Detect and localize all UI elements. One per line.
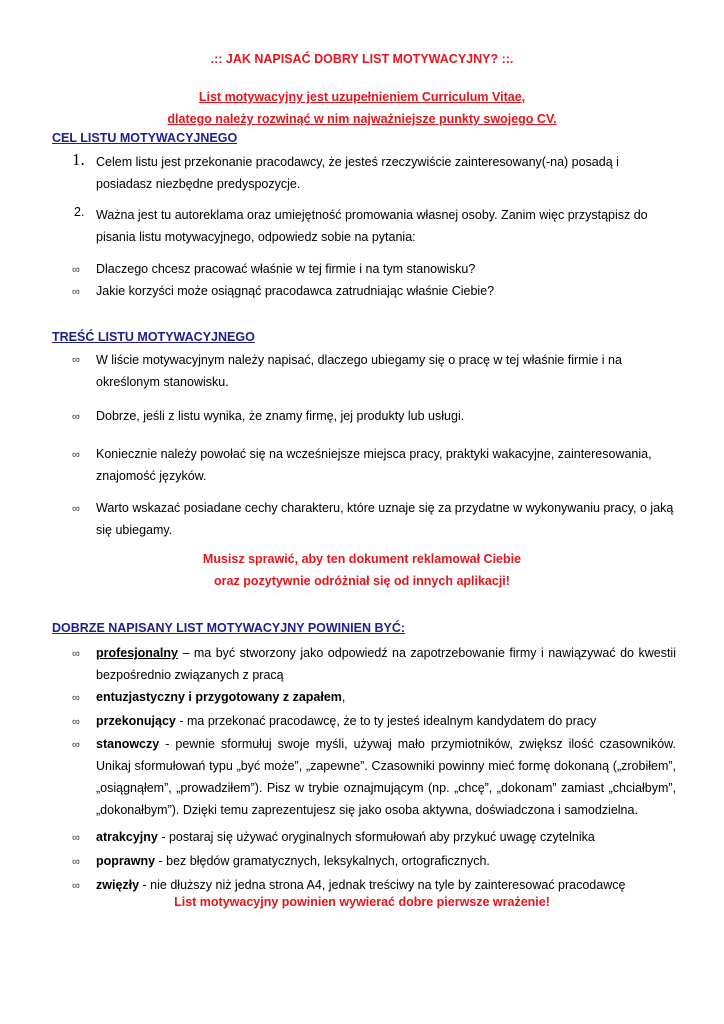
term-description: - postaraj się używać oryginalnych sformułowań aby przykuć uwagę czytelnika: [157, 830, 595, 844]
term-label: poprawny: [96, 854, 156, 868]
term-description: ,: [341, 690, 346, 704]
list-item: W liście motywacyjnym należy napisać, dlaczego ubiegamy się o pracę w tej właśnie firmie i na określonym stanowisku.: [96, 353, 622, 389]
list-item: [96, 733, 676, 821]
list-item: Ważna jest tu autoreklama oraz umiejętność promowania własnej osoby. Zanim więc przystąpisz do pisania listu motywacyjnego, odpowiedz sobie na pytania:: [96, 208, 648, 244]
intro-line-1: List motywacyjny jest uzupełnieniem Curriculum Vitae,: [198, 90, 526, 104]
section-heading-dobrze: DOBRZE NAPISANY LIST MOTYWACYJNY POWINIEN BYĆ:: [52, 621, 406, 635]
document-title: .:: JAK NAPISAĆ DOBRY LIST MOTYWACYJNY? ::.: [210, 52, 514, 66]
infinity-bullet-icon: ∞: [72, 832, 80, 844]
infinity-bullet-icon: ∞: [72, 503, 80, 515]
term-label: profesjonalny: [96, 646, 178, 660]
list-item: Dlaczego chcesz pracować właśnie w tej firmie i na tym stanowisku?: [96, 262, 476, 276]
term-description: - bez błędów gramatycznych, leksykalnych, ortograficznych.: [155, 854, 490, 868]
infinity-bullet-icon: ∞: [72, 692, 80, 704]
infinity-bullet-icon: ∞: [72, 264, 80, 276]
list-item: [96, 874, 676, 896]
term-label: zwięzły: [96, 878, 140, 892]
infinity-bullet-icon: ∞: [72, 856, 80, 868]
infinity-bullet-icon: ∞: [72, 411, 80, 423]
infinity-bullet-icon: ∞: [72, 739, 80, 751]
infinity-bullet-icon: ∞: [72, 648, 80, 660]
intro-line-2: dlatego należy rozwinąć w nim najważniejsze punkty swojego CV.: [167, 112, 557, 126]
infinity-bullet-icon: ∞: [72, 354, 80, 366]
section-heading-tresc: TREŚĆ LISTU MOTYWACYJNEGO: [52, 330, 255, 344]
infinity-bullet-icon: ∞: [72, 286, 80, 298]
callout-line-2: oraz pozytywnie odróżniał się od innych aplikacji!: [214, 574, 510, 588]
callout-line-1: Musisz sprawić, aby ten dokument reklamował Ciebie: [202, 552, 522, 566]
infinity-bullet-icon: ∞: [72, 880, 80, 892]
term-description: - ma przekonać pracodawcę, że to ty jesteś idealnym kandydatem do pracy: [175, 714, 597, 728]
infinity-bullet-icon: ∞: [72, 716, 80, 728]
infinity-bullet-icon: ∞: [72, 449, 80, 461]
term-description: - pewnie sformułuj swoje myśli, używaj mało przymiotników, zwiększ ilość czasowników. Unikaj sformułowań typu „być może”, „zapewne”. Czasowniki powinny mieć formę dokonaną („zrobiłem”, „osiągnąłem”, „prowadziłem”). Pisz w trybie oznajmującym (np. „chcę”, „dokonam” zamiast „chciałbym”, „dokonałbym”). Dzięki temu zaprezentujesz się jako osoba aktywna, doświadczona i samodzielna.: [96, 737, 676, 817]
list-item: Koniecznie należy powołać się na wcześniejsze miejsca pracy, praktyki wakacyjne, zainteresowania, znajomość języków.: [96, 447, 652, 483]
term-label: przekonujący: [96, 714, 176, 728]
term-description: – ma być stworzony jako odpowiedź na zapotrzebowanie firmy i nawiązywać do kwestii bezpośrednio związanych z pracą: [96, 646, 676, 682]
list-item: [96, 850, 676, 872]
list-item: [96, 686, 676, 708]
list-item: Celem listu jest przekonanie pracodawcy, że jesteś rzeczywiście zainteresowany(-na) posadą i posiadasz niezbędne predyspozycje.: [96, 155, 619, 191]
term-label: stanowczy: [96, 737, 160, 751]
list-number: 1.: [72, 150, 85, 169]
closing-line: List motywacyjny powinien wywierać dobre pierwsze wrażenie!: [174, 895, 550, 909]
list-item: Dobrze, jeśli z listu wynika, że znamy firmę, jej produkty lub usługi.: [96, 409, 465, 423]
section-heading-cel: CEL LISTU MOTYWACYJNEGO: [52, 131, 238, 145]
list-number: 2.: [74, 205, 85, 219]
term-label: entuzjastyczny i przygotowany z zapałem: [96, 690, 342, 704]
term-description: - nie dłuższy niż jedna strona A4, jednak treściwy na tyle by zainteresować pracodawcę: [139, 878, 626, 892]
list-item: [96, 826, 676, 848]
term-label: atrakcyjny: [96, 830, 158, 844]
list-item: [96, 710, 676, 732]
list-item: [96, 642, 676, 686]
list-item: Warto wskazać posiadane cechy charakteru, które uznaje się za przydatne w wykonywaniu pracy, o jaką się ubiegamy.: [96, 501, 674, 537]
list-item: Jakie korzyści może osiągnąć pracodawca zatrudniając właśnie Ciebie?: [96, 284, 495, 298]
